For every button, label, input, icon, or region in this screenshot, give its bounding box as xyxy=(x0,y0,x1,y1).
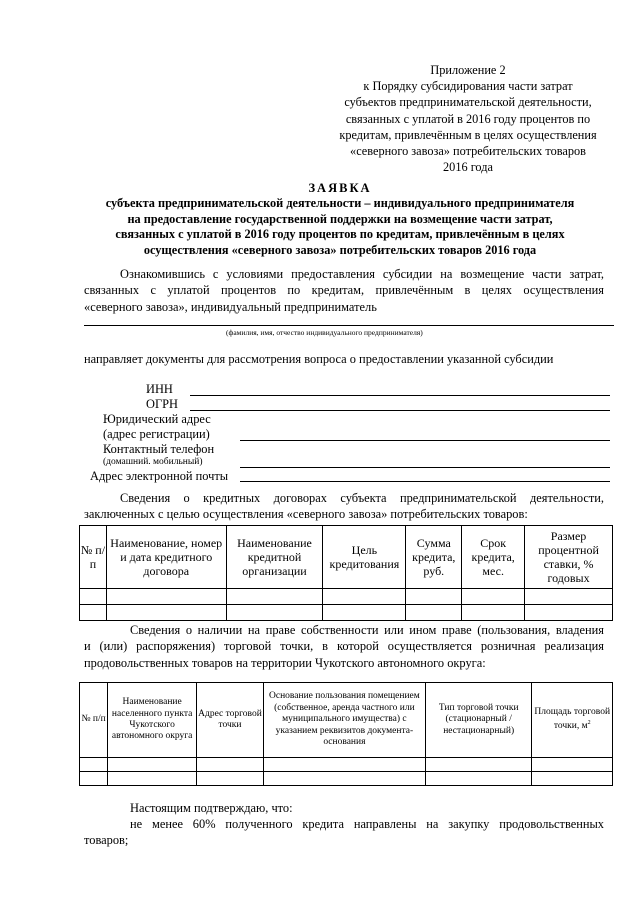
table-cell[interactable] xyxy=(462,605,525,621)
table-cell[interactable] xyxy=(80,605,107,621)
table-cell[interactable] xyxy=(226,605,323,621)
table-cell[interactable] xyxy=(462,589,525,605)
table-header: № п/п xyxy=(80,526,107,589)
table-header: Цель кредитования xyxy=(323,526,406,589)
subtitle-line: осуществления «северного завоза» потребительских товаров 2016 года xyxy=(143,242,537,257)
table-cell[interactable] xyxy=(108,772,197,786)
email-label: Адрес электронной почты xyxy=(90,469,229,483)
table-header: Сумма кредита, руб. xyxy=(406,526,462,589)
table-row xyxy=(80,605,613,621)
table-cell[interactable] xyxy=(525,589,613,605)
ownership-intro-line: и (или) распоряжения) торговой точки, в которой осуществляется розничная реализация xyxy=(84,639,604,654)
credit-intro xyxy=(84,490,604,523)
area-header-text: Площадь торговой точки, м xyxy=(534,707,611,732)
table-cell[interactable] xyxy=(80,758,108,772)
table-cell[interactable] xyxy=(406,589,462,605)
appendix-line: «северного завоза» потребительских товаров xyxy=(350,144,586,159)
phone-sublabel: (домашний. мобильный) xyxy=(103,457,203,467)
appendix-line: 2016 года xyxy=(443,160,493,175)
table-cell[interactable] xyxy=(323,589,406,605)
legal-address-input-line[interactable] xyxy=(240,440,610,441)
subtitle-line: связанных с уплатой в 2016 году процентов по кредитам, привлечённым в целях xyxy=(115,227,565,242)
ownership-intro-line: Сведения о наличии на праве собственности или ином праве (пользования, владения xyxy=(130,623,604,637)
table-cell[interactable] xyxy=(263,772,425,786)
credit-contracts-table xyxy=(79,525,613,621)
table-cell[interactable] xyxy=(532,758,613,772)
table-header-row xyxy=(80,683,613,758)
table-header: Тип торговой точки (стационарный / нестационарный) xyxy=(425,683,532,758)
table-cell[interactable] xyxy=(197,772,264,786)
inn-label: ИНН xyxy=(146,382,173,396)
table-cell[interactable] xyxy=(108,758,197,772)
appendix-line: связанных с уплатой в 2016 году процентов по xyxy=(345,111,591,126)
table-cell[interactable] xyxy=(106,589,226,605)
appendix-header xyxy=(318,62,618,175)
table-cell[interactable] xyxy=(80,589,107,605)
ogrn-label: ОГРН xyxy=(146,397,178,411)
name-input-line[interactable] xyxy=(84,325,614,326)
appendix-line: кредитам, привлечённым в целях осуществления xyxy=(339,127,597,142)
confirm-lead: Настоящим подтверждаю, что: xyxy=(130,801,293,815)
confirm-item-line: не менее 60% полученного кредита направлены на закупку продовольственных xyxy=(130,817,604,831)
table-header: Наименование населенного пункта Чукотского автономного округа xyxy=(108,683,197,758)
retail-outlet-table xyxy=(79,682,613,786)
table-cell[interactable] xyxy=(532,772,613,786)
appendix-line: к Порядку субсидирования части затрат xyxy=(363,79,573,94)
table-cell[interactable] xyxy=(323,605,406,621)
table-header: № п/п xyxy=(80,683,108,758)
confirm-item xyxy=(84,816,604,849)
document-title: ЗАЯВКА xyxy=(308,181,372,195)
intro-line: Ознакомившись с условиями предоставления субсидии на возмещение части затрат, xyxy=(120,267,604,281)
email-input-line[interactable] xyxy=(240,481,610,482)
table-header: Адрес торговой точки xyxy=(197,683,264,758)
confirm-item-line: товаров; xyxy=(84,833,129,848)
credit-intro-line: Сведения о кредитных договорах субъекта предпринимательской деятельности, xyxy=(120,491,604,505)
intro-paragraph xyxy=(84,266,604,315)
table-cell[interactable] xyxy=(263,758,425,772)
table-cell[interactable] xyxy=(197,758,264,772)
table-header: Наименование, номер и дата кредитного договора xyxy=(106,526,226,589)
table-cell[interactable] xyxy=(226,589,323,605)
credit-intro-line: заключенных с целью осуществления «северного завоза» потребительских товаров: xyxy=(84,507,528,522)
phone-label: Контактный телефон xyxy=(103,442,215,456)
table-header: Размер процентной ставки, % годовых xyxy=(525,526,613,589)
table-header-row xyxy=(80,526,613,589)
name-caption: (фамилия, имя, отчество индивидуального предпринимателя) xyxy=(226,328,423,337)
table-cell[interactable] xyxy=(425,772,532,786)
table-row xyxy=(80,772,613,786)
ogrn-input-line[interactable] xyxy=(190,410,610,411)
subtitle-line: субъекта предпринимательской деятельности – индивидуального предпринимателя xyxy=(105,196,575,210)
ownership-intro-line: продовольственных товаров на территории Чукотского автономного округа: xyxy=(84,655,486,670)
legal-address-sublabel: (адрес регистрации) xyxy=(103,427,210,441)
legal-address-label: Юридический адрес xyxy=(103,412,211,426)
table-cell[interactable] xyxy=(106,605,226,621)
table-header: Основание пользования помещением (собственное, аренда частного или муниципального имущества) с указанием реквизитов документа-основания xyxy=(263,683,425,758)
table-header: Срок кредита, мес. xyxy=(462,526,525,589)
table-cell[interactable] xyxy=(525,605,613,621)
inn-input-line[interactable] xyxy=(190,395,610,396)
intro-line: связанных с уплатой процентов по кредитам, привлечённым в целях осуществления xyxy=(84,283,604,298)
sends-text: направляет документы для рассмотрения вопроса о предоставлении указанной субсидии xyxy=(84,352,554,366)
intro-line: «северного завоза», индивидуальный предприниматель xyxy=(84,299,377,314)
document-subtitle xyxy=(70,196,610,258)
table-cell[interactable] xyxy=(80,772,108,786)
table-row xyxy=(80,589,613,605)
phone-input-line[interactable] xyxy=(240,467,610,468)
table-header xyxy=(532,683,613,758)
table-cell[interactable] xyxy=(425,758,532,772)
appendix-line: Приложение 2 xyxy=(430,63,506,77)
table-cell[interactable] xyxy=(406,605,462,621)
table-header: Наименование кредитной организации xyxy=(226,526,323,589)
subtitle-line: на предоставление государственной поддержки на возмещение части затрат, xyxy=(127,211,553,226)
area-unit-exponent: 2 xyxy=(587,720,591,727)
ownership-intro xyxy=(84,622,604,671)
appendix-line: субъектов предпринимательской деятельности, xyxy=(344,95,592,110)
table-row xyxy=(80,758,613,772)
